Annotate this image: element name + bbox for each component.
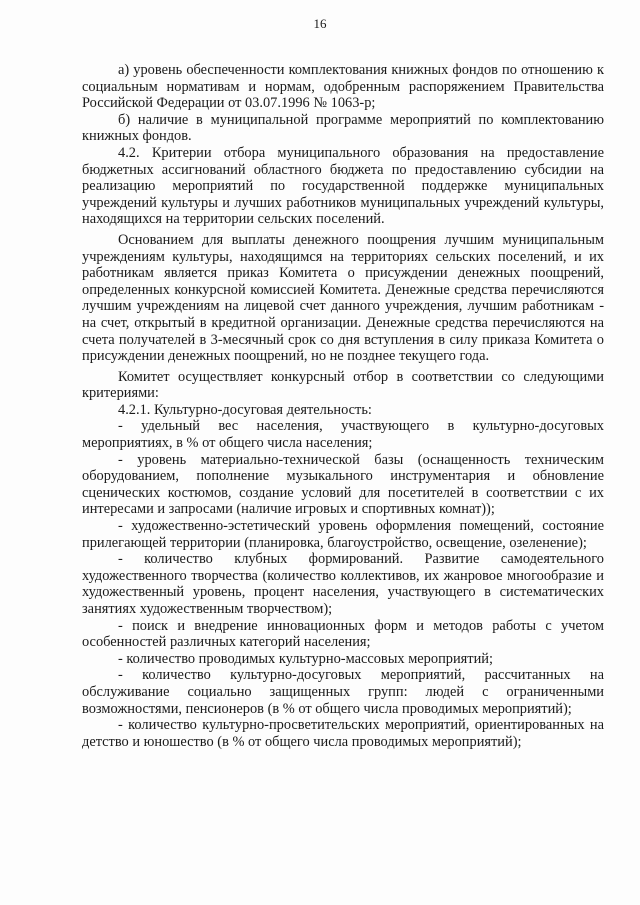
list-item-material-base: - уровень материально-технической базы (оснащенность техническим оборудованием, пополнение музыкального инструментария и обновление сценических костюмов, создание условий для посетителей в соответствии с их интересами и запросами (наличие игровых и спортивных комнат)); (82, 451, 604, 518)
list-item-club-formations: - количество клубных формирований. Развитие самодеятельного художественного творчества (количество коллективов, их жанровое многообразие и художественный уровень, процент населения, участвующего в систематических занятиях художественным творчеством); (82, 551, 604, 617)
paragraph-section-4-2-1: 4.2.1. Культурно-досуговая деятельность: (118, 401, 372, 418)
list-item-protected-groups: - количество культурно-досуговых мероприятий, рассчитанных на обслуживание социально защищенных групп: людей с ограниченными возможностями, пенсионеров (в % от общего числа проводимых мероприятий); (82, 667, 604, 717)
paragraph-criterion-a: а) уровень обеспеченности комплектования книжных фондов по отношению к социальным нормативам и нормам, одобренным распоряжением Правительства Российской Федерации от 03.07.1996 № 1063-р; (82, 62, 604, 112)
paragraph-payment-basis: Основанием для выплаты денежного поощрения лучшим муниципальным учреждениям культуры, находящимся на территориях сельских поселений, и их работникам является приказ Комитета о присуждении денежных поощрений, определенных конкурсной комиссией Комитета. Денежные средства перечисляются лучшим учреждениям на лицевой счет данного учреждения, лучшим работникам - на счет, открытый в кредитной организации. Денежные средства перечисляются на счета получателей в 3-месячный срок со дня вступления в силу приказа Комитета о присуждении денежных поощрений, но не позднее текущего года. (82, 231, 604, 365)
page-number: 16 (313, 16, 327, 31)
list-item-mass-events: - количество проводимых культурно-массовых мероприятий; (118, 650, 493, 667)
list-item-aesthetic-level: - художественно-эстетический уровень оформления помещений, состояние прилегающей территории (планировка, благоустройство, освещение, озеленение); (82, 518, 604, 551)
document-body (82, 62, 604, 750)
paragraph-selection-intro: Комитет осуществляет конкурсный отбор в соответствии со следующими критериями: (82, 368, 604, 402)
list-item-population-share: - удельный вес населения, участвующего в культурно-досуговых мероприятиях, в % от общего числа населения; (82, 418, 604, 452)
paragraph-criterion-b: б) наличие в муниципальной программе мероприятий по комплектованию книжных фондов. (82, 111, 604, 145)
list-item-youth-events: - количество культурно-просветительских мероприятий, ориентированных на детство и юношество (в % от общего числа проводимых мероприятий); (82, 717, 604, 750)
list-item-innovation: - поиск и внедрение инновационных форм и методов работы с учетом особенностей различных категорий населения; (82, 617, 604, 651)
paragraph-section-4-2: 4.2. Критерии отбора муниципального образования на предоставление бюджетных ассигнований областного бюджета по предоставлению субсидии на реализацию мероприятий по государственной поддержке муниципальных учреждений культуры и лучших работников муниципальных учреждений культуры, находящихся на территории сельских поселений. (82, 144, 604, 228)
